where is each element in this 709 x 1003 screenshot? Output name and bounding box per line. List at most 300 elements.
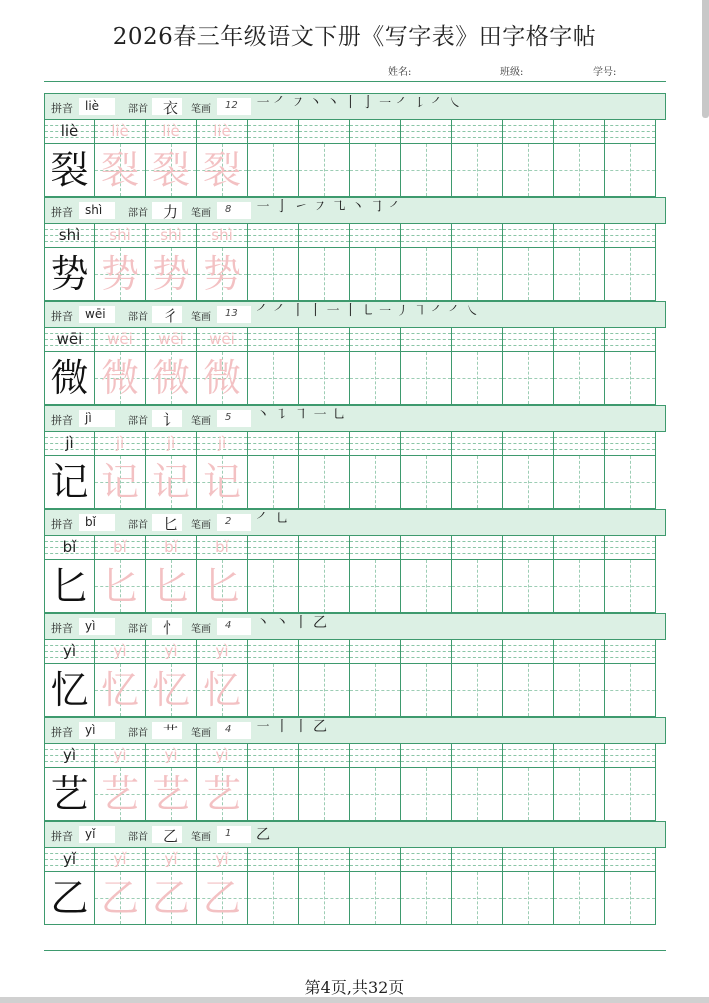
stroke-glyph: ㇏ <box>448 96 462 111</box>
pinyin-cell[interactable] <box>299 639 350 664</box>
tianzige-cell[interactable] <box>605 352 656 405</box>
pinyin-cell[interactable] <box>95 639 146 664</box>
pinyin-cell[interactable] <box>44 847 95 872</box>
pinyin-cell[interactable] <box>401 743 452 768</box>
pinyin-model: bǐ <box>62 538 77 556</box>
tianzige-cell[interactable] <box>197 664 248 717</box>
stroke-order <box>256 196 661 221</box>
tianzige-cell[interactable] <box>554 560 605 613</box>
pinyin-cell[interactable] <box>503 535 554 560</box>
pinyin-cell[interactable] <box>401 119 452 144</box>
tianzige-cell[interactable] <box>452 248 503 301</box>
pinyin-cell[interactable] <box>299 743 350 768</box>
pinyin-cell[interactable] <box>554 431 605 456</box>
page-footer: 第4页,共32页 <box>304 978 405 997</box>
pinyin-cell[interactable] <box>401 431 452 456</box>
pinyin-cell[interactable] <box>605 327 656 352</box>
stroke-glyph: ㇀ <box>294 199 308 215</box>
pinyin-model: yì <box>62 746 77 764</box>
pinyin-cell[interactable] <box>554 535 605 560</box>
entry-header <box>44 613 666 640</box>
stroke-glyph: ㇒ <box>256 303 270 319</box>
pinyin-cell[interactable] <box>605 847 656 872</box>
stroke-count-label: 笔画 <box>191 832 211 843</box>
tianzige-cell[interactable] <box>503 560 554 613</box>
pinyin-value: bǐ <box>85 515 96 529</box>
pinyin-cell[interactable] <box>452 847 503 872</box>
scrollbar[interactable] <box>702 0 709 118</box>
pinyin-trace: yì <box>215 642 229 660</box>
top-divider <box>44 81 666 82</box>
char-entry <box>44 93 666 197</box>
pinyin-cell[interactable] <box>350 223 401 248</box>
pinyin-trace: jì <box>115 434 125 452</box>
pinyin-cell[interactable] <box>350 639 401 664</box>
pinyin-cell[interactable] <box>350 535 401 560</box>
radical-value: 彳 <box>163 307 179 325</box>
tianzige-cell[interactable] <box>146 456 197 509</box>
tianzige-cell[interactable] <box>350 456 401 509</box>
stroke-glyph: ㇇ <box>291 95 305 111</box>
tianzige-cell[interactable] <box>95 144 146 197</box>
pinyin-cell[interactable] <box>605 639 656 664</box>
char-entry <box>44 821 666 925</box>
stroke-count-value: 13 <box>225 308 238 319</box>
pinyin-cell[interactable] <box>503 327 554 352</box>
tianzige-cell[interactable] <box>452 456 503 509</box>
tianzige-cell[interactable] <box>605 248 656 301</box>
tianzige-cell[interactable] <box>350 352 401 405</box>
stroke-count-label: 笔画 <box>191 624 211 635</box>
char-entry <box>44 197 666 301</box>
pinyin-cell[interactable] <box>554 119 605 144</box>
pinyin-cell[interactable] <box>146 743 197 768</box>
character-row <box>44 560 666 613</box>
pinyin-cell[interactable] <box>197 223 248 248</box>
pinyin-cell[interactable] <box>44 743 95 768</box>
char-entry <box>44 301 666 405</box>
tianzige-cell[interactable] <box>299 456 350 509</box>
character-row <box>44 872 666 925</box>
pinyin-cell[interactable] <box>95 431 146 456</box>
tianzige-cell[interactable] <box>605 872 656 925</box>
stroke-glyph: ㇐ <box>378 304 392 319</box>
pinyin-trace: yì <box>113 642 127 660</box>
tianzige-cell[interactable] <box>248 768 299 821</box>
character-trace: 乙 <box>151 876 190 920</box>
pinyin-model: jì <box>65 434 74 452</box>
pinyin-cell[interactable] <box>44 431 95 456</box>
pinyin-cell[interactable] <box>44 535 95 560</box>
tianzige-cell[interactable] <box>503 352 554 405</box>
pinyin-cell[interactable] <box>503 119 554 144</box>
stroke-glyph: ㇕ <box>294 407 308 423</box>
tianzige-cell[interactable] <box>503 248 554 301</box>
tianzige-cell[interactable] <box>95 456 146 509</box>
pinyin-value: liè <box>85 99 100 113</box>
tianzige-cell[interactable] <box>350 144 401 197</box>
pinyin-label: 拼音 <box>51 830 73 843</box>
pinyin-trace: shì <box>160 226 182 244</box>
pinyin-cell[interactable] <box>248 847 299 872</box>
pinyin-cell[interactable] <box>248 431 299 456</box>
tianzige-cell[interactable] <box>503 872 554 925</box>
tianzige-cell[interactable] <box>146 768 197 821</box>
tianzige-cell[interactable] <box>197 768 248 821</box>
tianzige-cell[interactable] <box>44 352 95 405</box>
pinyin-trace: bǐ <box>113 538 127 556</box>
pinyin-cell[interactable] <box>554 223 605 248</box>
stroke-glyph: ㇒ <box>273 95 288 111</box>
stroke-glyph: 丨 <box>291 303 305 319</box>
pinyin-label: 拼音 <box>51 726 73 739</box>
character-trace: 乙 <box>100 876 139 920</box>
tianzige-cell[interactable] <box>95 560 146 613</box>
tianzige-cell[interactable] <box>299 664 350 717</box>
character-trace: 势 <box>202 252 241 296</box>
tianzige-cell[interactable] <box>554 248 605 301</box>
stroke-glyph: 丨 <box>275 719 289 735</box>
tianzige-cell[interactable] <box>554 768 605 821</box>
tianzige-cell[interactable] <box>401 248 452 301</box>
pinyin-row <box>44 743 666 768</box>
pinyin-cell[interactable] <box>95 743 146 768</box>
stroke-count-label: 笔画 <box>191 104 211 115</box>
stroke-glyph: 丶 <box>275 615 289 631</box>
tianzige-cell[interactable] <box>197 872 248 925</box>
character-trace: 裂 <box>202 148 241 192</box>
pinyin-cell[interactable] <box>248 223 299 248</box>
pinyin-value: yì <box>85 723 96 737</box>
tianzige-cell[interactable] <box>401 456 452 509</box>
stroke-glyph: 乙 <box>313 615 327 631</box>
pinyin-cell[interactable] <box>554 327 605 352</box>
pinyin-cell[interactable] <box>605 119 656 144</box>
pinyin-cell[interactable] <box>350 327 401 352</box>
tianzige-cell[interactable] <box>401 664 452 717</box>
pinyin-cell[interactable] <box>146 223 197 248</box>
character-trace: 微 <box>100 356 139 400</box>
pinyin-trace: liè <box>111 122 129 140</box>
tianzige-cell[interactable] <box>197 352 248 405</box>
pinyin-cell[interactable] <box>95 535 146 560</box>
character-model: 势 <box>50 252 89 296</box>
stroke-count-label: 笔画 <box>191 312 211 323</box>
tianzige-cell[interactable] <box>350 768 401 821</box>
pinyin-trace: shì <box>109 226 131 244</box>
tianzige-cell[interactable] <box>197 144 248 197</box>
pinyin-cell[interactable] <box>503 431 554 456</box>
stroke-glyph: 丨 <box>343 95 358 111</box>
tianzige-cell[interactable] <box>401 560 452 613</box>
pinyin-cell[interactable] <box>197 639 248 664</box>
character-trace: 忆 <box>100 668 139 712</box>
tianzige-cell[interactable] <box>146 352 197 405</box>
pinyin-label: 拼音 <box>51 102 73 115</box>
pinyin-cell[interactable] <box>95 223 146 248</box>
pinyin-cell[interactable] <box>197 327 248 352</box>
character-trace: 势 <box>151 252 190 296</box>
pinyin-trace: wēi <box>158 330 184 348</box>
pinyin-cell[interactable] <box>401 639 452 664</box>
tianzige-cell[interactable] <box>248 456 299 509</box>
stroke-glyph: 丶 <box>326 95 340 111</box>
pinyin-cell[interactable] <box>605 743 656 768</box>
entry-header <box>44 717 666 744</box>
pinyin-cell[interactable] <box>95 119 146 144</box>
pinyin-cell[interactable] <box>248 535 299 560</box>
tianzige-cell[interactable] <box>452 664 503 717</box>
pinyin-cell[interactable] <box>452 743 503 768</box>
tianzige-cell[interactable] <box>44 144 95 197</box>
pinyin-cell[interactable] <box>605 535 656 560</box>
character-row <box>44 456 666 509</box>
pinyin-cell[interactable] <box>95 327 146 352</box>
pinyin-cell[interactable] <box>299 327 350 352</box>
stroke-order <box>256 716 661 741</box>
stroke-glyph: ㇒ <box>396 96 410 111</box>
pinyin-cell[interactable] <box>197 431 248 456</box>
tianzige-cell[interactable] <box>299 144 350 197</box>
tianzige-cell[interactable] <box>350 248 401 301</box>
pinyin-cell[interactable] <box>452 119 503 144</box>
stroke-glyph: ㇟ <box>275 511 289 527</box>
pinyin-cell[interactable] <box>452 327 503 352</box>
character-trace: 忆 <box>202 668 241 712</box>
tianzige-cell[interactable] <box>248 560 299 613</box>
pinyin-cell[interactable] <box>503 639 554 664</box>
pinyin-label: 拼音 <box>51 622 73 635</box>
stroke-glyph: ㇒ <box>273 303 288 319</box>
pinyin-cell[interactable] <box>146 431 197 456</box>
tianzige-cell[interactable] <box>299 352 350 405</box>
pinyin-cell[interactable] <box>44 223 95 248</box>
practice-grid <box>44 93 666 925</box>
tianzige-cell[interactable] <box>146 144 197 197</box>
pinyin-cell[interactable] <box>452 223 503 248</box>
tianzige-cell[interactable] <box>503 768 554 821</box>
stroke-glyph: ㇓ <box>396 304 410 319</box>
stroke-glyph: ㇕ <box>413 304 427 319</box>
char-entry <box>44 613 666 717</box>
tianzige-cell[interactable] <box>554 664 605 717</box>
tianzige-cell[interactable] <box>401 352 452 405</box>
pinyin-cell[interactable] <box>44 119 95 144</box>
stroke-glyph: ㇒ <box>256 511 270 527</box>
pinyin-cell[interactable] <box>248 327 299 352</box>
pinyin-cell[interactable] <box>503 743 554 768</box>
tianzige-cell[interactable] <box>605 456 656 509</box>
character-model: 记 <box>50 460 89 504</box>
tianzige-cell[interactable] <box>44 664 95 717</box>
pinyin-cell[interactable] <box>350 847 401 872</box>
stroke-glyph: ㇐ <box>256 199 270 215</box>
pinyin-trace: bǐ <box>164 538 178 556</box>
tianzige-cell[interactable] <box>248 872 299 925</box>
pinyin-model: yǐ <box>62 850 77 868</box>
entry-header <box>44 405 666 432</box>
pinyin-cell[interactable] <box>452 639 503 664</box>
pinyin-value: wēi <box>85 307 106 321</box>
tianzige-cell[interactable] <box>44 560 95 613</box>
tianzige-cell[interactable] <box>248 664 299 717</box>
tianzige-cell[interactable] <box>401 144 452 197</box>
stroke-count-value: 4 <box>225 620 232 631</box>
tianzige-cell[interactable] <box>44 768 95 821</box>
tianzige-cell[interactable] <box>44 456 95 509</box>
pinyin-label: 拼音 <box>51 310 73 323</box>
tianzige-cell[interactable] <box>605 560 656 613</box>
pinyin-cell[interactable] <box>401 847 452 872</box>
tianzige-cell[interactable] <box>554 352 605 405</box>
tianzige-cell[interactable] <box>401 872 452 925</box>
tianzige-cell[interactable] <box>248 144 299 197</box>
tianzige-cell[interactable] <box>452 872 503 925</box>
pinyin-value: yǐ <box>85 827 96 841</box>
stroke-glyph: ㇇ <box>313 199 327 215</box>
pinyin-cell[interactable] <box>350 119 401 144</box>
pinyin-cell[interactable] <box>452 431 503 456</box>
character-trace: 裂 <box>151 148 190 192</box>
radical-value: 力 <box>163 203 179 221</box>
tianzige-cell[interactable] <box>299 248 350 301</box>
pinyin-cell[interactable] <box>503 223 554 248</box>
tianzige-cell[interactable] <box>146 664 197 717</box>
tianzige-cell[interactable] <box>299 560 350 613</box>
tianzige-cell[interactable] <box>605 144 656 197</box>
pinyin-cell[interactable] <box>350 431 401 456</box>
tianzige-cell[interactable] <box>95 768 146 821</box>
pinyin-cell[interactable] <box>350 743 401 768</box>
stroke-glyph: ㇏ <box>466 304 480 319</box>
stroke-glyph: 丨 <box>343 303 358 319</box>
tianzige-cell[interactable] <box>350 872 401 925</box>
tianzige-cell[interactable] <box>299 872 350 925</box>
tianzige-cell[interactable] <box>197 560 248 613</box>
tianzige-cell[interactable] <box>452 560 503 613</box>
tianzige-cell[interactable] <box>503 144 554 197</box>
pinyin-cell[interactable] <box>554 743 605 768</box>
stroke-glyph: ㇐ <box>378 96 392 111</box>
pinyin-cell[interactable] <box>452 535 503 560</box>
stroke-glyph: ㇐ <box>326 303 340 319</box>
pinyin-cell[interactable] <box>605 223 656 248</box>
tianzige-cell[interactable] <box>95 352 146 405</box>
pinyin-cell[interactable] <box>248 639 299 664</box>
tianzige-cell[interactable] <box>95 872 146 925</box>
tianzige-cell[interactable] <box>605 664 656 717</box>
pinyin-trace: yǐ <box>215 850 229 868</box>
tianzige-cell[interactable] <box>95 664 146 717</box>
char-entry <box>44 405 666 509</box>
tianzige-cell[interactable] <box>44 248 95 301</box>
stroke-glyph: ㇒ <box>431 96 445 111</box>
tianzige-cell[interactable] <box>146 872 197 925</box>
tianzige-cell[interactable] <box>146 248 197 301</box>
tianzige-cell[interactable] <box>503 456 554 509</box>
pinyin-cell[interactable] <box>146 327 197 352</box>
pinyin-cell[interactable] <box>146 639 197 664</box>
tianzige-cell[interactable] <box>197 248 248 301</box>
tianzige-cell[interactable] <box>401 768 452 821</box>
radical-label: 部首 <box>128 208 148 219</box>
pinyin-cell[interactable] <box>299 119 350 144</box>
pinyin-trace: shì <box>211 226 233 244</box>
pinyin-row <box>44 847 666 872</box>
char-entry <box>44 509 666 613</box>
tianzige-cell[interactable] <box>554 144 605 197</box>
pinyin-cell[interactable] <box>146 535 197 560</box>
tianzige-cell[interactable] <box>554 872 605 925</box>
pinyin-cell[interactable] <box>146 119 197 144</box>
character-trace: 微 <box>151 356 190 400</box>
stroke-glyph: 亅 <box>275 199 289 215</box>
pinyin-cell[interactable] <box>197 743 248 768</box>
tianzige-cell[interactable] <box>503 664 554 717</box>
tianzige-cell[interactable] <box>248 248 299 301</box>
stroke-glyph: 丶 <box>308 95 323 111</box>
stroke-glyph: ㇟ <box>332 407 346 423</box>
pinyin-cell[interactable] <box>401 327 452 352</box>
pinyin-cell[interactable] <box>146 847 197 872</box>
pinyin-cell[interactable] <box>401 535 452 560</box>
pinyin-row <box>44 535 666 560</box>
pinyin-cell[interactable] <box>299 535 350 560</box>
pinyin-trace: yì <box>215 746 229 764</box>
stroke-order <box>256 300 661 325</box>
pinyin-cell[interactable] <box>248 743 299 768</box>
pinyin-trace: wēi <box>107 330 133 348</box>
pinyin-cell[interactable] <box>197 847 248 872</box>
pinyin-cell[interactable] <box>605 431 656 456</box>
char-entry <box>44 717 666 821</box>
pinyin-cell[interactable] <box>44 639 95 664</box>
character-trace: 艺 <box>202 772 241 816</box>
pinyin-cell[interactable] <box>44 327 95 352</box>
pinyin-cell[interactable] <box>299 431 350 456</box>
pinyin-cell[interactable] <box>554 639 605 664</box>
tianzige-cell[interactable] <box>248 352 299 405</box>
tianzige-cell[interactable] <box>452 352 503 405</box>
stroke-glyph: ㇈ <box>332 199 346 215</box>
tianzige-cell[interactable] <box>44 872 95 925</box>
radical-value: 忄 <box>163 619 179 637</box>
tianzige-cell[interactable] <box>452 144 503 197</box>
pinyin-trace: jì <box>217 434 227 452</box>
stroke-glyph: ㇐ <box>313 407 327 423</box>
tianzige-cell[interactable] <box>554 456 605 509</box>
tianzige-cell[interactable] <box>299 768 350 821</box>
pinyin-cell[interactable] <box>401 223 452 248</box>
pinyin-cell[interactable] <box>197 535 248 560</box>
pinyin-cell[interactable] <box>248 119 299 144</box>
tianzige-cell[interactable] <box>146 560 197 613</box>
tianzige-cell[interactable] <box>350 560 401 613</box>
pinyin-cell[interactable] <box>95 847 146 872</box>
entry-header <box>44 93 666 120</box>
tianzige-cell[interactable] <box>350 664 401 717</box>
pinyin-cell[interactable] <box>299 847 350 872</box>
tianzige-cell[interactable] <box>95 248 146 301</box>
tianzige-cell[interactable] <box>452 768 503 821</box>
pinyin-cell[interactable] <box>503 847 554 872</box>
pinyin-cell[interactable] <box>197 119 248 144</box>
pinyin-cell[interactable] <box>299 223 350 248</box>
tianzige-cell[interactable] <box>197 456 248 509</box>
tianzige-cell[interactable] <box>605 768 656 821</box>
radical-label: 部首 <box>128 312 148 323</box>
pinyin-cell[interactable] <box>554 847 605 872</box>
